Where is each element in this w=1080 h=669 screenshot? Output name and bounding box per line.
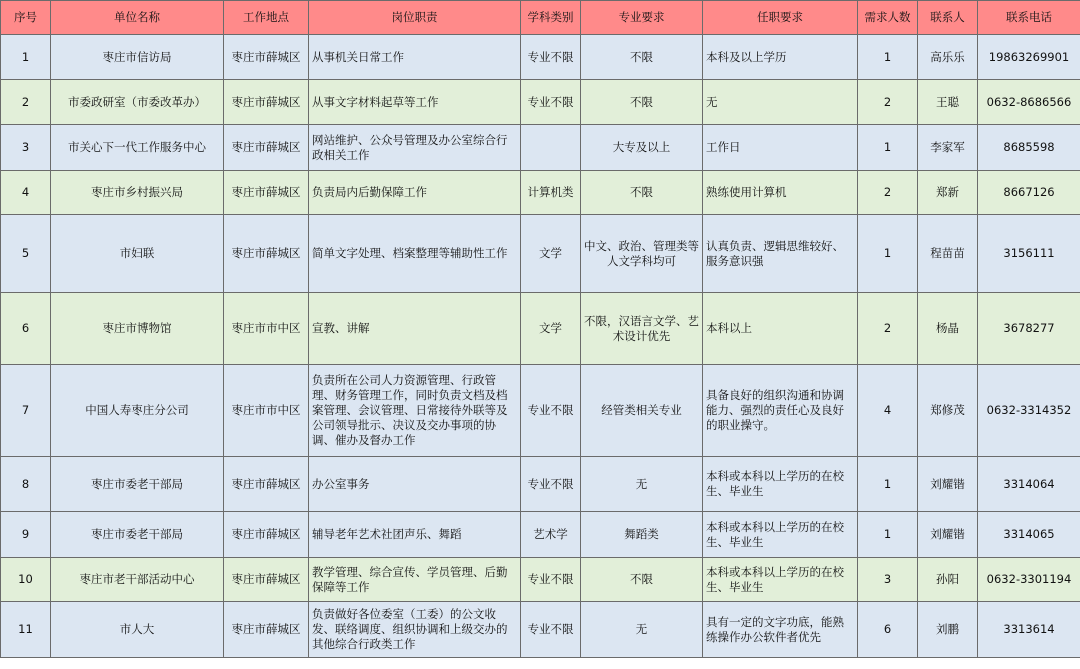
table-row — [1, 365, 1080, 457]
cell-duty: 从事文字材料起草等工作 — [309, 80, 521, 125]
cell-duty: 教学管理、综合宣传、学员管理、后勤保障等工作 — [309, 558, 521, 602]
cell-requirement: 无 — [703, 80, 858, 125]
cell-unit: 枣庄市委老干部局 — [51, 512, 224, 558]
cell-contact: 程苗苗 — [918, 215, 978, 293]
cell-no: 9 — [1, 512, 51, 558]
table-row — [1, 293, 1080, 365]
cell-location: 枣庄市市中区 — [224, 365, 309, 457]
cell-count: 6 — [858, 602, 918, 658]
cell-duty: 辅导老年艺术社团声乐、舞蹈 — [309, 512, 521, 558]
cell-location: 枣庄市薛城区 — [224, 558, 309, 602]
cell-unit: 枣庄市博物馆 — [51, 293, 224, 365]
cell-phone: 3314065 — [978, 512, 1080, 558]
cell-contact: 李家军 — [918, 125, 978, 171]
cell-subject: 计算机类 — [521, 171, 581, 215]
cell-major: 不限，汉语言文学、艺术设计优先 — [581, 293, 703, 365]
cell-no: 1 — [1, 35, 51, 80]
cell-no: 2 — [1, 80, 51, 125]
cell-count: 2 — [858, 171, 918, 215]
cell-subject: 专业不限 — [521, 35, 581, 80]
cell-requirement: 本科及以上学历 — [703, 35, 858, 80]
header-subject: 学科类别 — [521, 1, 581, 35]
cell-phone: 8685598 — [978, 125, 1080, 171]
cell-unit: 枣庄市老干部活动中心 — [51, 558, 224, 602]
cell-requirement: 本科或本科以上学历的在校生、毕业生 — [703, 457, 858, 512]
cell-duty: 从事机关日常工作 — [309, 35, 521, 80]
cell-major: 中文、政治、管理类等人文学科均可 — [581, 215, 703, 293]
header-phone: 联系电话 — [978, 1, 1080, 35]
table-row — [1, 558, 1080, 602]
cell-location: 枣庄市市中区 — [224, 293, 309, 365]
cell-major: 不限 — [581, 558, 703, 602]
cell-major: 不限 — [581, 80, 703, 125]
cell-count: 2 — [858, 293, 918, 365]
cell-subject: 专业不限 — [521, 365, 581, 457]
cell-major: 无 — [581, 457, 703, 512]
cell-contact: 郑修茂 — [918, 365, 978, 457]
cell-location: 枣庄市薛城区 — [224, 125, 309, 171]
cell-location: 枣庄市薛城区 — [224, 457, 309, 512]
cell-phone: 0632-3301194 — [978, 558, 1080, 602]
cell-location: 枣庄市薛城区 — [224, 35, 309, 80]
cell-subject: 艺术学 — [521, 512, 581, 558]
cell-contact: 郑新 — [918, 171, 978, 215]
cell-requirement: 工作日 — [703, 125, 858, 171]
header-requirement: 任职要求 — [703, 1, 858, 35]
cell-duty: 宣教、讲解 — [309, 293, 521, 365]
cell-major: 舞蹈类 — [581, 512, 703, 558]
cell-requirement: 熟练使用计算机 — [703, 171, 858, 215]
cell-no: 5 — [1, 215, 51, 293]
cell-contact: 刘耀锴 — [918, 457, 978, 512]
table-row — [1, 35, 1080, 80]
cell-unit: 枣庄市信访局 — [51, 35, 224, 80]
cell-no: 3 — [1, 125, 51, 171]
cell-no: 4 — [1, 171, 51, 215]
cell-subject: 专业不限 — [521, 80, 581, 125]
header-duty: 岗位职责 — [309, 1, 521, 35]
cell-subject: 专业不限 — [521, 558, 581, 602]
cell-requirement: 本科或本科以上学历的在校生、毕业生 — [703, 558, 858, 602]
cell-subject: 文学 — [521, 215, 581, 293]
cell-duty: 负责做好各位委室（工委）的公文收发、联络调度、组织协调和上级交办的其他综合行政类工作 — [309, 602, 521, 658]
cell-count: 1 — [858, 125, 918, 171]
table-row — [1, 457, 1080, 512]
cell-subject: 专业不限 — [521, 602, 581, 658]
cell-phone: 8667126 — [978, 171, 1080, 215]
cell-unit: 枣庄市乡村振兴局 — [51, 171, 224, 215]
table-row — [1, 512, 1080, 558]
cell-major: 不限 — [581, 171, 703, 215]
cell-contact: 王聪 — [918, 80, 978, 125]
cell-no: 8 — [1, 457, 51, 512]
cell-location: 枣庄市薛城区 — [224, 215, 309, 293]
cell-count: 1 — [858, 215, 918, 293]
cell-count: 1 — [858, 35, 918, 80]
cell-requirement: 本科或本科以上学历的在校生、毕业生 — [703, 512, 858, 558]
cell-major: 经管类相关专业 — [581, 365, 703, 457]
cell-unit: 市关心下一代工作服务中心 — [51, 125, 224, 171]
cell-unit: 枣庄市委老干部局 — [51, 457, 224, 512]
header-major: 专业要求 — [581, 1, 703, 35]
table-row — [1, 125, 1080, 171]
cell-phone: 19863269901 — [978, 35, 1080, 80]
cell-subject: 文学 — [521, 293, 581, 365]
cell-unit: 市委政研室（市委改革办） — [51, 80, 224, 125]
cell-count: 4 — [858, 365, 918, 457]
cell-requirement: 本科以上 — [703, 293, 858, 365]
cell-phone: 0632-8686566 — [978, 80, 1080, 125]
cell-duty: 网站维护、公众号管理及办公室综合行政相关工作 — [309, 125, 521, 171]
cell-count: 1 — [858, 457, 918, 512]
cell-subject: 专业不限 — [521, 457, 581, 512]
cell-count: 2 — [858, 80, 918, 125]
cell-phone: 3156111 — [978, 215, 1080, 293]
cell-no: 10 — [1, 558, 51, 602]
header-row — [1, 1, 1080, 35]
cell-phone: 3314064 — [978, 457, 1080, 512]
table-row — [1, 80, 1080, 125]
cell-location: 枣庄市薛城区 — [224, 171, 309, 215]
cell-location: 枣庄市薛城区 — [224, 512, 309, 558]
cell-duty: 负责局内后勤保障工作 — [309, 171, 521, 215]
cell-duty: 负责所在公司人力资源管理、行政管理、财务管理工作，同时负责文档及档案管理、会议管理、日常接待外联等及公司领导批示、决议及交办事项的协调、催办及督办工作 — [309, 365, 521, 457]
header-contact: 联系人 — [918, 1, 978, 35]
cell-duty: 简单文字处理、档案整理等辅助性工作 — [309, 215, 521, 293]
header-no: 序号 — [1, 1, 51, 35]
cell-no: 11 — [1, 602, 51, 658]
cell-requirement: 具有一定的文字功底，能熟练操作办公软件者优先 — [703, 602, 858, 658]
cell-major: 大专及以上 — [581, 125, 703, 171]
cell-count: 1 — [858, 512, 918, 558]
cell-contact: 孙阳 — [918, 558, 978, 602]
cell-no: 7 — [1, 365, 51, 457]
cell-phone: 3313614 — [978, 602, 1080, 658]
cell-phone: 3678277 — [978, 293, 1080, 365]
cell-location: 枣庄市薛城区 — [224, 602, 309, 658]
header-count: 需求人数 — [858, 1, 918, 35]
cell-contact: 杨晶 — [918, 293, 978, 365]
header-location: 工作地点 — [224, 1, 309, 35]
cell-phone: 0632-3314352 — [978, 365, 1080, 457]
cell-subject — [521, 125, 581, 171]
cell-duty: 办公室事务 — [309, 457, 521, 512]
cell-contact: 刘鹏 — [918, 602, 978, 658]
cell-major: 不限 — [581, 35, 703, 80]
table-row — [1, 215, 1080, 293]
cell-unit: 市人大 — [51, 602, 224, 658]
header-unit: 单位名称 — [51, 1, 224, 35]
table-row — [1, 171, 1080, 215]
table-row — [1, 602, 1080, 658]
cell-count: 3 — [858, 558, 918, 602]
cell-major: 无 — [581, 602, 703, 658]
cell-location: 枣庄市薛城区 — [224, 80, 309, 125]
cell-contact: 高乐乐 — [918, 35, 978, 80]
cell-unit: 中国人寿枣庄分公司 — [51, 365, 224, 457]
cell-contact: 刘耀锴 — [918, 512, 978, 558]
cell-unit: 市妇联 — [51, 215, 224, 293]
cell-requirement: 具备良好的组织沟通和协调能力、强烈的责任心及良好的职业操守。 — [703, 365, 858, 457]
cell-no: 6 — [1, 293, 51, 365]
cell-requirement: 认真负责、逻辑思维较好、服务意识强 — [703, 215, 858, 293]
